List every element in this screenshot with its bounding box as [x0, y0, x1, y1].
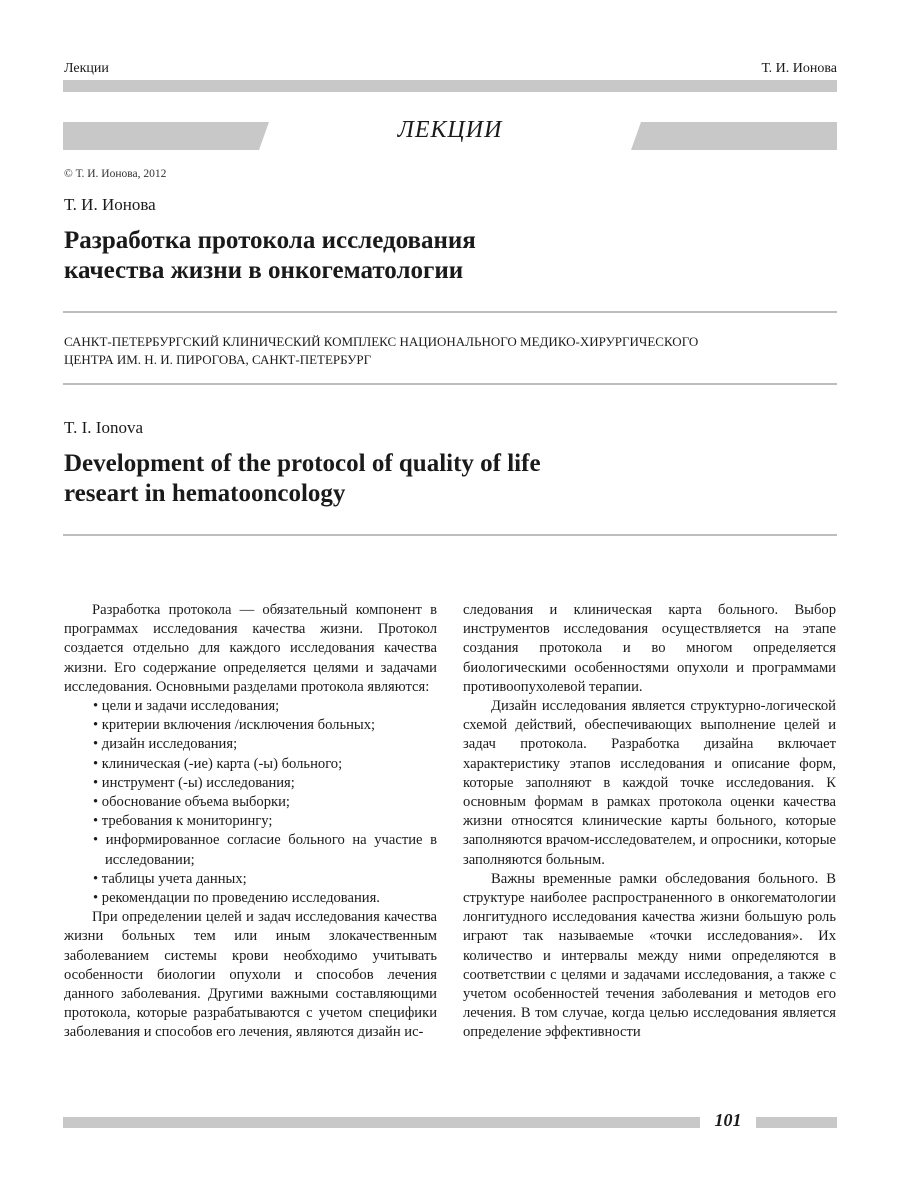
article-title-ru: [64, 226, 824, 286]
body-column-right: [463, 601, 836, 1043]
body-paragraph: Важны временные рамки обследования больного. В структуре наиболее распространенного в онкогематологии лонгитудного исследования качества жизни большую роль играют так называемые «точки исследования». Их количество и интервалы между ними определяются в соответствии с целями и задачами исследования, а также с учетом особенностей течения заболевания и методов его лечения. В том случае, когда целью исследования является определение эффективности: [463, 870, 836, 1041]
list-item: • рекомендации по проведению исследования.: [64, 889, 437, 908]
section-title: ЛЕКЦИИ: [397, 117, 503, 143]
list-item: • инструмент (-ы) исследования;: [64, 774, 437, 793]
protocol-sections-list: [64, 697, 437, 908]
list-item: • критерии включения /исключения больных;: [64, 716, 437, 735]
affiliation-line1: САНКТ-ПЕТЕРБУРГСКИЙ КЛИНИЧЕСКИЙ КОМПЛЕКС НАЦИОНАЛЬНОГО МЕДИКО-ХИРУРГИЧЕСКОГО: [64, 334, 699, 349]
author-name-en: T. I. Ionova: [64, 418, 143, 437]
list-item: • цели и задачи исследования;: [64, 697, 437, 716]
list-item: • таблицы учета данных;: [64, 870, 437, 889]
author-name-ru: Т. И. Ионова: [64, 195, 156, 214]
footer-bar: [63, 1117, 705, 1128]
body-paragraph: Дизайн исследования является структурно-логической схемой действий, обеспечивающих выполнение целей и задач протокола. Разработка дизайна включает характеристику этапов исследования и описание форм, которые заполняют в каждой точке исследования. К основным формам в рамках протокола оценки качества жизни относятся клинические карты больного, которые заполняются врачом-исследователем, и опросники, которые заполняются больным.: [463, 698, 836, 868]
running-header-right: Т. И. Ионова: [761, 61, 837, 76]
article-title-en-line1: Development of the protocol of quality of life: [64, 450, 541, 477]
article-title-ru-line2: качества жизни в онкогематологии: [64, 257, 464, 284]
list-item: • требования к мониторингу;: [64, 812, 437, 831]
divider-rule: [63, 383, 837, 385]
divider-rule: [63, 534, 837, 536]
affiliation-line2: ЦЕНТРА ИМ. Н. И. ПИРОГОВА, САНКТ-ПЕТЕРБУРГ: [64, 352, 372, 367]
page-number: 101: [700, 1110, 756, 1131]
body-paragraph: следования и клиническая карта больного. Выбор инструментов исследования осуществляется на этапе создания протокола и во многом определяется биологическими особенностями опухоли и программами противоопухолевой терапии.: [463, 602, 836, 695]
running-header-left: Лекции: [64, 61, 109, 76]
body-column-left: [64, 601, 437, 1043]
list-item: • клиническая (-ие) карта (-ы) больного;: [64, 755, 437, 774]
list-item: • информированное согласие больного на участие в исследовании;: [64, 831, 437, 869]
header-bar: [63, 80, 837, 92]
list-item: • обоснование объема выборки;: [64, 793, 437, 812]
divider-rule: [63, 311, 837, 313]
affiliation: [64, 333, 834, 369]
body-paragraph: При определении целей и задач исследования качества жизни больных тем или иным злокачественным заболеванием системы крови необходимо учитывать особенности биологии опухоли и способов лечения данного заболевания. Другими важными составляющими протокола, которые разрабатываются с учетом специфики заболевания и способов его лечения, являются дизайн ис-: [64, 909, 437, 1041]
article-title-en: [64, 449, 824, 509]
copyright-line: © Т. И. Ионова, 2012: [64, 168, 167, 180]
article-title-ru-line1: Разработка протокола исследования: [64, 227, 476, 254]
body-paragraph: Разработка протокола — обязательный компонент в программах исследования качества жизни. Протокол создается отдельно для каждого исследования качества жизни. Его содержание определяется целями и задачами исследования. Основными разделами протокола являются:: [64, 602, 437, 695]
list-item: • дизайн исследования;: [64, 735, 437, 754]
article-title-en-line2: researt in hematooncology: [64, 480, 346, 507]
